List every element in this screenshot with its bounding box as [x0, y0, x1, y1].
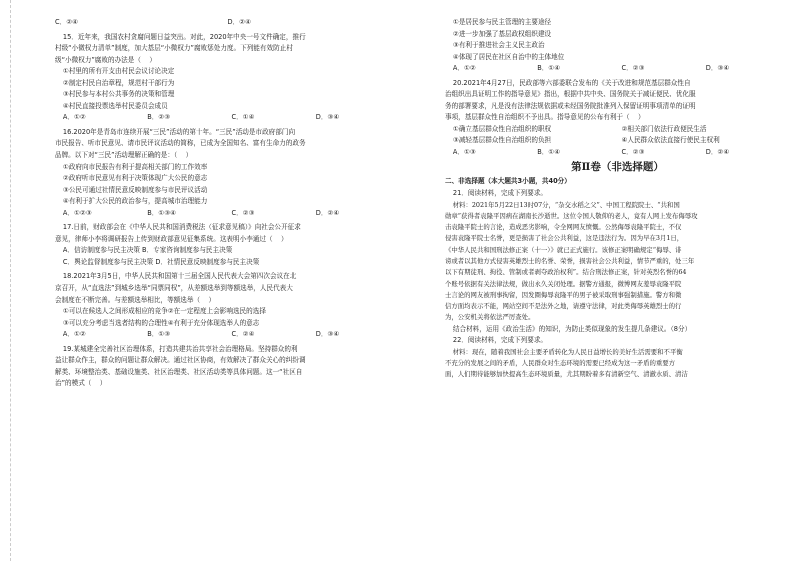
q22-material-line: 面，人们期待能够加快提高生态环境质量，尤其期盼着多有清新空气、清澈水质、清洁 [445, 370, 688, 379]
q16-item-2: ②政府听市民意见有利于决策体现广大公民的意志 [62, 174, 208, 183]
q18-stem-3: 会制度在不断完善。与差额选举相比，等额选举（ ） [55, 295, 216, 304]
part2-title: 第Ⅱ卷（非选择题） [571, 160, 664, 173]
q21-material-line: 勋章”获得者袁隆平因病在湖南长沙逝世。这位令国人敬仰的老人，竟有人网上发布侮辱攻 [445, 211, 698, 220]
q20-choice-d: D．②④ [705, 148, 730, 157]
q20-items-34 [445, 136, 790, 145]
q20-stem-1: 20.2021年4月27日，民政部等六部委联合发布的《关于改进和规范基层群众性自 [452, 78, 691, 87]
q18-stem-1: 18.2021年3月5日，中华人民共和国第十三届全国人民代表大会第四次会议在北 [62, 272, 297, 281]
q20-stem-4: 事项，基层群众性自治组织不予出具。指导意见的公布有利于（ ） [445, 113, 645, 122]
binding-line [0, 0, 11, 561]
q21-material-line: 击袁隆平院士的言论，造成恶劣影响，令全网网友愤慨。公然侮辱袁隆平院士，不仅 [445, 223, 682, 232]
q21-material [445, 201, 790, 323]
q17-choice-ab: A．信访制度参与民主决策 B．专家咨询制度参与民主决策 [62, 246, 233, 255]
q19-choice-a: A．①② [452, 64, 476, 73]
q16-item-3: ③公民可通过社情民意反映制度参与市民评议活动 [62, 185, 208, 194]
q15-item-3: ③村民参与本村公共事务的决策和管理 [62, 90, 175, 99]
left-column [55, 18, 400, 391]
q17-stem-2: 意见，律师小李将调研报告上传到财政部意见征集系统。这表明小李通过（ ） [55, 234, 288, 243]
q20-choice-c: C．②③ [621, 148, 645, 157]
q20-stem-2: 治组织出具证明工作的指导意见》指出，根据中共中央、国务院关于减证便民、优化服 [445, 90, 696, 99]
q17-choice-cd: C．舆论监督制度参与民主决策 D．社情民意反映制度参与民主决策 [62, 257, 260, 266]
q15-item-2: ②制定村民自治章程，规范村干部行为 [62, 78, 175, 87]
q17-stem-1: 17.日前，财政部会在《中华人民共和国消费税法（征求意见稿）》向社会公开征求 [62, 223, 301, 232]
q20-item-2: ②相关部门依法行政便民生活 [621, 124, 707, 133]
q19-item-1: ①是居民参与民主管理的主要途径 [452, 18, 552, 26]
q21-title: 21．阅读材料，完成下列要求。 [452, 189, 548, 198]
q18-choices [55, 330, 400, 339]
q15-stem-1: 15．近年来，我国农村贪腐问题日益突出。对此，2020年中央一号文件确定，推行 [62, 32, 306, 41]
q20-items-12 [445, 125, 790, 134]
q19-stem-4: 治”的模式（ ） [55, 379, 107, 388]
q21-material-line: 信方面均表示不能，网站空间不是法外之地，请遵守法律，对此类侮辱英雄烈士的行 [445, 302, 682, 311]
option-c: C．②④ [55, 18, 79, 26]
q15-choice-d: D．③④ [315, 113, 340, 122]
q19-item-2: ②进一步加强了基层政权组织建设 [452, 29, 552, 38]
q19-choice-d: D．③④ [705, 64, 730, 73]
q20-choice-b: B．①④ [537, 148, 561, 157]
q21-material-line: 《中华人民共和国刑法修正案（十一）》就已正式施行。该修正案明确规定“侮辱、诽 [445, 245, 682, 254]
q16-stem-1: 16.2020年是青岛市连续开展“三民”活动的第十年。“三民”活动是市政府部门向 [62, 127, 296, 136]
q20-item-4: ④人民群众依法直接行使民主权利 [621, 136, 720, 145]
q16-choice-c: C．②③ [231, 208, 255, 217]
q18-item-12: ①可以在候选人之间形成相应的竞争②在一定程度上会影响选民的选择 [62, 307, 266, 316]
right-column [445, 18, 790, 382]
q21-material-line: 谤或者以其他方式侵害英雄烈士的名誉、荣誉，损害社会公共利益，情节严重的，处三年 [445, 256, 695, 265]
q15-choice-b: B．②③ [147, 113, 171, 122]
q16-choice-d: D．②④ [315, 208, 340, 217]
q21-material-line: 以下有期徒刑、拘役、管制或者剥夺政治权利”。结合刑法修正案，针对英烈名誉的64 [445, 268, 687, 277]
q18-item-34: ③可以充分考虑当选者结构的合理性④有利于充分体现选举人的意志 [62, 318, 260, 327]
q22-material [445, 348, 790, 380]
q18-choice-d: D．③④ [315, 330, 340, 339]
q22-material-line: 不充分的发展之间的矛盾，人民群众对生态环境的需要已经成为这一矛盾的重要方 [445, 359, 676, 368]
q19-stem-2: 益让群众作主，群众的问题让群众解决。通过社区协商，有效解决了群众关心的纠纷调 [55, 356, 306, 365]
q18-choice-c: C．②④ [231, 330, 255, 339]
options-row [55, 18, 400, 27]
q15-choices [55, 113, 400, 122]
q16-choices [55, 209, 400, 218]
q21-material-line: 材料：2021年5月22日13时07分，“杂交水稻之父”、中国工程院院士、“共和国 [452, 200, 680, 209]
q20-stem-3: 务的部署要求，凡是没有法律法规依据或未经国务院批准列入保留证明事项清单的证明 [445, 101, 696, 110]
q19-stem-1: 19.某城建全完善社区治理体系，打造共建共治共享社会治理格局。坚持群众的利 [62, 344, 298, 353]
q15-choice-c: C．①④ [231, 113, 255, 122]
q19-choice-c: C．②③ [621, 64, 645, 73]
q22-title: 22．阅读材料，完成下列要求。 [452, 336, 548, 345]
q19-choices [445, 64, 790, 73]
q19-choice-b: B．①④ [537, 64, 561, 73]
q21-material-line: 侵害袁隆平院士名誉，更是损害了社会公共利益，这是违法行为。因为早在3月1日， [445, 234, 684, 243]
q19-item-4: ④体现了居民在社区自治中的主体地位 [452, 52, 565, 61]
q19-stem-3: 解类、环境整治类、基础设施类、社区治理类、社区活动类等具体问题。这一“社区自 [55, 367, 303, 376]
q16-choice-b: B．①③④ [147, 208, 177, 217]
q21-material-line: 个账号依据有关法律法规，做出永久关闭处理。据警方通报，微博网友羞辱袁隆平院 [445, 279, 682, 288]
q16-item-4: ④有利于扩大公民的政治参与，提高城市治理能力 [62, 197, 208, 206]
q18-choice-a: A．①② [62, 330, 86, 339]
q15-stem-3: 级“小微权力”腐败的办法是（ ） [55, 55, 156, 64]
q21-material-line: 士言论的网友被刑事拘留，因发圈侮辱袁隆平的男子被采取刑事强制措施。警方和微 [445, 290, 682, 299]
q16-stem-2: 市民报告、听市民意见、请市民评议活动的简称，已成为全国知名、富有生命力的政务 [55, 139, 306, 148]
q20-choices [445, 148, 790, 157]
part2-heading: 二、非选择题（本大题共3小题，共40分） [445, 177, 571, 186]
q18-choice-b: B．①③ [147, 330, 171, 339]
q15-item-4: ④村民直接投票选举村民委员会成员 [62, 101, 168, 110]
q15-item-1: ①村里的所有开支由村民会议讨论决定 [62, 67, 175, 76]
q21-material-line: 为，公安机关将依法严厉查处。 [445, 313, 535, 322]
q22-material-line: 材料：现在，随着我国社会主要矛盾转化为人民日益增长的美好生活需要和不平衡 [452, 347, 683, 356]
q16-item-1: ①政府向市民报告有利于提高相关部门的工作效率 [62, 162, 208, 171]
q19-item-3: ③有利于推进社会主义民主政治 [452, 41, 545, 50]
option-d: D．②④ [227, 18, 251, 26]
q20-item-3: ③减轻基层群众性自治组织的负担 [452, 136, 552, 145]
q16-stem-3: 品牌。以下对“三民”活动理解正确的是：（ ） [55, 151, 193, 160]
q20-choice-a: A．①③ [452, 148, 476, 157]
q20-item-1: ①确立基层群众性自治组织的职权 [452, 124, 552, 133]
q15-choice-a: A．①② [62, 113, 86, 122]
q18-stem-2: 京召开，从“直选法”到城乡选举“同票同权”，从差额选举到等额选举，人民代表大 [55, 284, 293, 293]
q21-requirement: 结合材料，运用《政治生活》的知识，为防止类似现象的发生提几条建议。（8分） [452, 324, 692, 333]
q16-choice-a: A．①②③ [62, 208, 92, 217]
q15-stem-2: 村级“小微权力清单”制度，加大基层“小微权力”腐败惩处力度。下列能有效防止村 [55, 44, 293, 53]
